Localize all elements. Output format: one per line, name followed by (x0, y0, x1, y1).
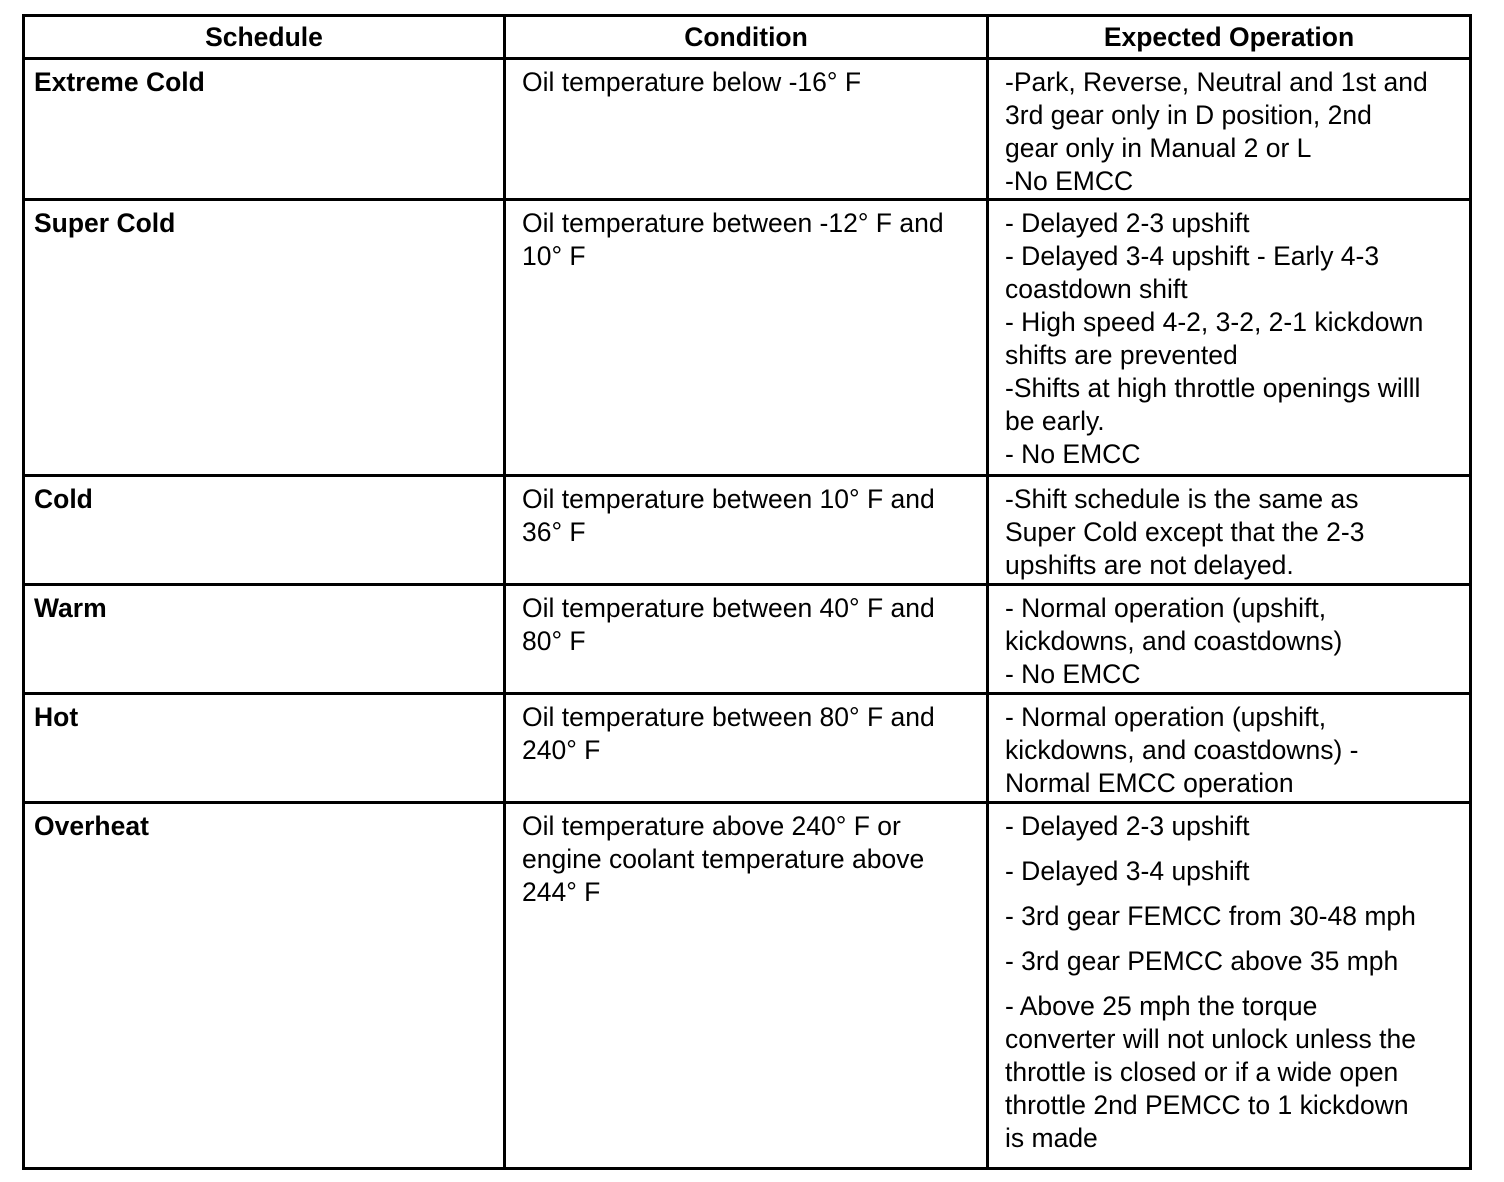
table-row (24, 200, 1471, 476)
operation-line: Super Cold except that the 2-3 (1005, 517, 1365, 547)
operation-item (1005, 207, 1455, 471)
operation-line: -Park, Reverse, Neutral and 1st and (1005, 67, 1428, 97)
shift-schedule-table (22, 14, 1472, 1170)
operation-line: - Normal operation (upshift, (1005, 593, 1327, 623)
operation-item (1005, 810, 1455, 843)
operation-item (1005, 945, 1455, 978)
schedule-cell: Extreme Cold (24, 59, 505, 200)
operation-line: - No EMCC (1005, 439, 1141, 469)
operation-line: - Delayed 3-4 upshift - Early 4-3 (1005, 241, 1380, 271)
table-row (24, 59, 1471, 200)
operation-line: - Above 25 mph the torque (1005, 991, 1318, 1021)
table-row (24, 803, 1471, 1169)
condition-line: Oil temperature between 80° F and (522, 702, 935, 732)
condition-line: 244° F (522, 877, 601, 907)
operation-item (1005, 990, 1455, 1155)
operation-line: throttle 2nd PEMCC to 1 kickdown (1005, 1090, 1409, 1120)
operation-cell (988, 585, 1471, 694)
operation-line: - Delayed 2-3 upshift (1005, 208, 1250, 238)
condition-cell (505, 476, 988, 585)
condition-line: Oil temperature between 40° F and (522, 593, 935, 623)
operation-cell (988, 59, 1471, 200)
schedule-cell: Cold (24, 476, 505, 585)
operation-line: - 3rd gear PEMCC above 35 mph (1005, 946, 1399, 976)
operation-item (1005, 483, 1455, 582)
operation-cell (988, 694, 1471, 803)
operation-item (1005, 66, 1455, 198)
operation-line: kickdowns, and coastdowns) (1005, 626, 1343, 656)
condition-line: 80° F (522, 626, 586, 656)
schedule-cell: Hot (24, 694, 505, 803)
condition-line: 10° F (522, 241, 586, 271)
operation-line: - 3rd gear FEMCC from 30-48 mph (1005, 901, 1416, 931)
operation-item (1005, 701, 1455, 800)
operation-cell (988, 803, 1471, 1169)
condition-line: Oil temperature below -16° F (522, 67, 862, 97)
operation-line: gear only in Manual 2 or L (1005, 133, 1312, 163)
condition-cell (505, 59, 988, 200)
operation-line: - Normal operation (upshift, (1005, 702, 1327, 732)
table-row (24, 694, 1471, 803)
condition-line: 240° F (522, 735, 601, 765)
operation-line: kickdowns, and coastdowns) - (1005, 735, 1359, 765)
condition-line: Oil temperature between -12° F and (522, 208, 944, 238)
operation-line: converter will not unlock unless the (1005, 1024, 1416, 1054)
schedule-cell: Overheat (24, 803, 505, 1169)
operation-line: - Delayed 3-4 upshift (1005, 856, 1250, 886)
operation-item (1005, 855, 1455, 888)
operation-line: throttle is closed or if a wide open (1005, 1057, 1399, 1087)
operation-line: -No EMCC (1005, 166, 1134, 196)
condition-line: 36° F (522, 517, 586, 547)
operation-line: is made (1005, 1123, 1098, 1153)
header-row (24, 16, 1471, 59)
condition-cell (505, 803, 988, 1169)
condition-line: Oil temperature above 240° F or (522, 811, 901, 841)
header-condition: Condition (505, 16, 988, 59)
operation-line: 3rd gear only in D position, 2nd (1005, 100, 1372, 130)
condition-cell (505, 694, 988, 803)
condition-line: engine coolant temperature above (522, 844, 925, 874)
schedule-cell: Super Cold (24, 200, 505, 476)
operation-line: coastdown shift (1005, 274, 1188, 304)
operation-item (1005, 900, 1455, 933)
operation-cell (988, 476, 1471, 585)
operation-cell (988, 200, 1471, 476)
operation-line: -Shift schedule is the same as (1005, 484, 1359, 514)
operation-line: - Delayed 2-3 upshift (1005, 811, 1250, 841)
operation-line: upshifts are not delayed. (1005, 550, 1294, 580)
operation-line: - High speed 4-2, 3-2, 2-1 kickdown (1005, 307, 1424, 337)
operation-line: -Shifts at high throttle openings willl (1005, 373, 1421, 403)
operation-line: Normal EMCC operation (1005, 768, 1294, 798)
schedule-cell: Warm (24, 585, 505, 694)
operation-line: shifts are prevented (1005, 340, 1238, 370)
table-row (24, 476, 1471, 585)
table-row (24, 585, 1471, 694)
operation-item (1005, 592, 1455, 691)
condition-line: Oil temperature between 10° F and (522, 484, 935, 514)
header-expected-operation: Expected Operation (988, 16, 1471, 59)
condition-cell (505, 200, 988, 476)
condition-cell (505, 585, 988, 694)
operation-line: - No EMCC (1005, 659, 1141, 689)
operation-line: be early. (1005, 406, 1105, 436)
header-schedule: Schedule (24, 16, 505, 59)
